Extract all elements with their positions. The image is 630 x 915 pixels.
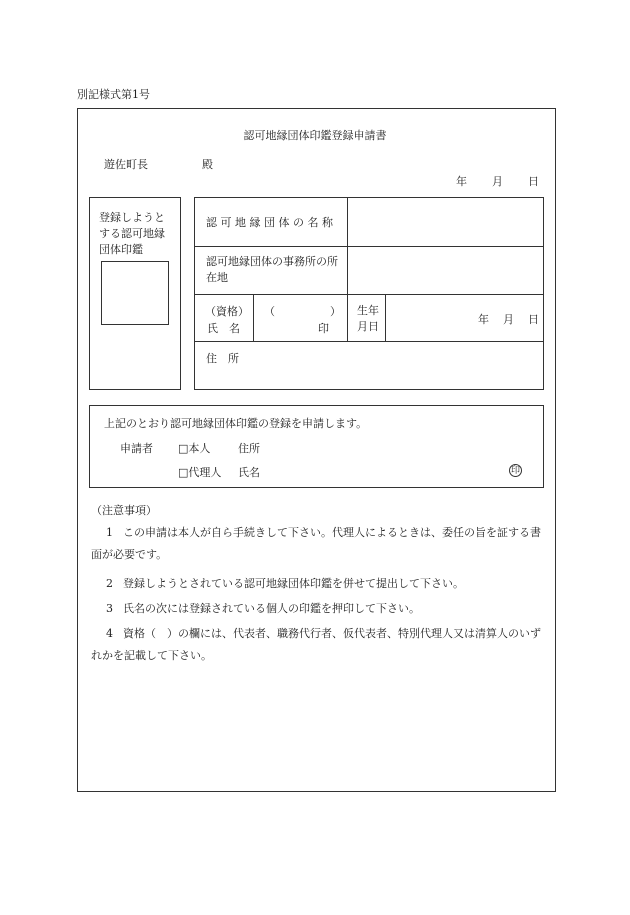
addressee: 遊佐町長 <box>104 158 148 171</box>
table-col-divider <box>347 197 348 341</box>
seal-impression-area[interactable] <box>101 261 169 325</box>
name-label: 氏 名 <box>207 322 240 335</box>
agent-checkbox[interactable]: □代理人 <box>178 466 222 479</box>
form-number: 別記様式第1号 <box>77 88 150 101</box>
note-number: 4 <box>106 627 113 640</box>
note-item <box>91 573 551 595</box>
date-day: 日 <box>528 175 539 188</box>
applicant-name-label: 氏名 <box>238 466 260 479</box>
address-field[interactable] <box>240 342 543 389</box>
note-number: 2 <box>106 577 113 590</box>
address-label: 住 所 <box>206 352 239 365</box>
note-text: 氏名の次には登録されている個人の印鑑を押印して下さい。 <box>123 602 420 615</box>
note-item <box>91 598 551 620</box>
birth-month: 月 <box>503 313 514 326</box>
seal-icon: 印 <box>510 466 520 476</box>
note-item <box>91 623 551 667</box>
office-address-field[interactable] <box>349 247 543 293</box>
application-statement: 上記のとおり認可地縁団体印鑑の登録を申請します。 <box>104 417 368 430</box>
seal-box-label: 登録しようとする認可地縁団体印鑑 <box>99 211 165 256</box>
applicant-address-label: 住所 <box>238 442 260 455</box>
birth-day: 日 <box>528 313 539 326</box>
note-item <box>91 522 551 566</box>
self-checkbox[interactable]: □本人 <box>178 442 211 455</box>
note-number: 3 <box>106 602 113 615</box>
date-year: 年 <box>456 175 467 188</box>
name-seal-mark: 印 <box>318 322 329 335</box>
applicant-label: 申請者 <box>120 442 153 455</box>
table-col-divider <box>253 294 254 341</box>
form-title: 認可地縁団体印鑑登録申請書 <box>243 129 387 142</box>
date-month: 月 <box>492 175 503 188</box>
office-address-label: 認可地縁団体の事務所の所在地 <box>206 255 338 284</box>
notes-heading: （注意事項） <box>91 504 157 517</box>
birth-date-label: 生年月日 <box>357 304 379 333</box>
table-col-divider <box>385 294 386 341</box>
table-row-divider <box>194 294 544 295</box>
qualification-label: （資格） <box>205 305 249 318</box>
honorific: 殿 <box>202 158 213 171</box>
org-name-label: 認 可 地 縁 団 体 の 名 称 <box>206 216 333 229</box>
birth-year: 年 <box>478 313 489 326</box>
note-text: 資格（ ）の欄には、代表者、職務代行者、仮代表者、特別代理人又は清算人のいずれかを記載して下さい。 <box>91 627 541 662</box>
org-name-field[interactable] <box>349 198 543 245</box>
note-text: この申請は本人が自ら手続きして下さい。代理人によるときは、委任の旨を証する書面が必要です。 <box>91 526 541 561</box>
qualification-field[interactable]: （ ） <box>264 305 341 318</box>
note-number: 1 <box>106 526 113 539</box>
note-text: 登録しようとされている認可地縁団体印鑑を併せて提出して下さい。 <box>123 577 464 590</box>
